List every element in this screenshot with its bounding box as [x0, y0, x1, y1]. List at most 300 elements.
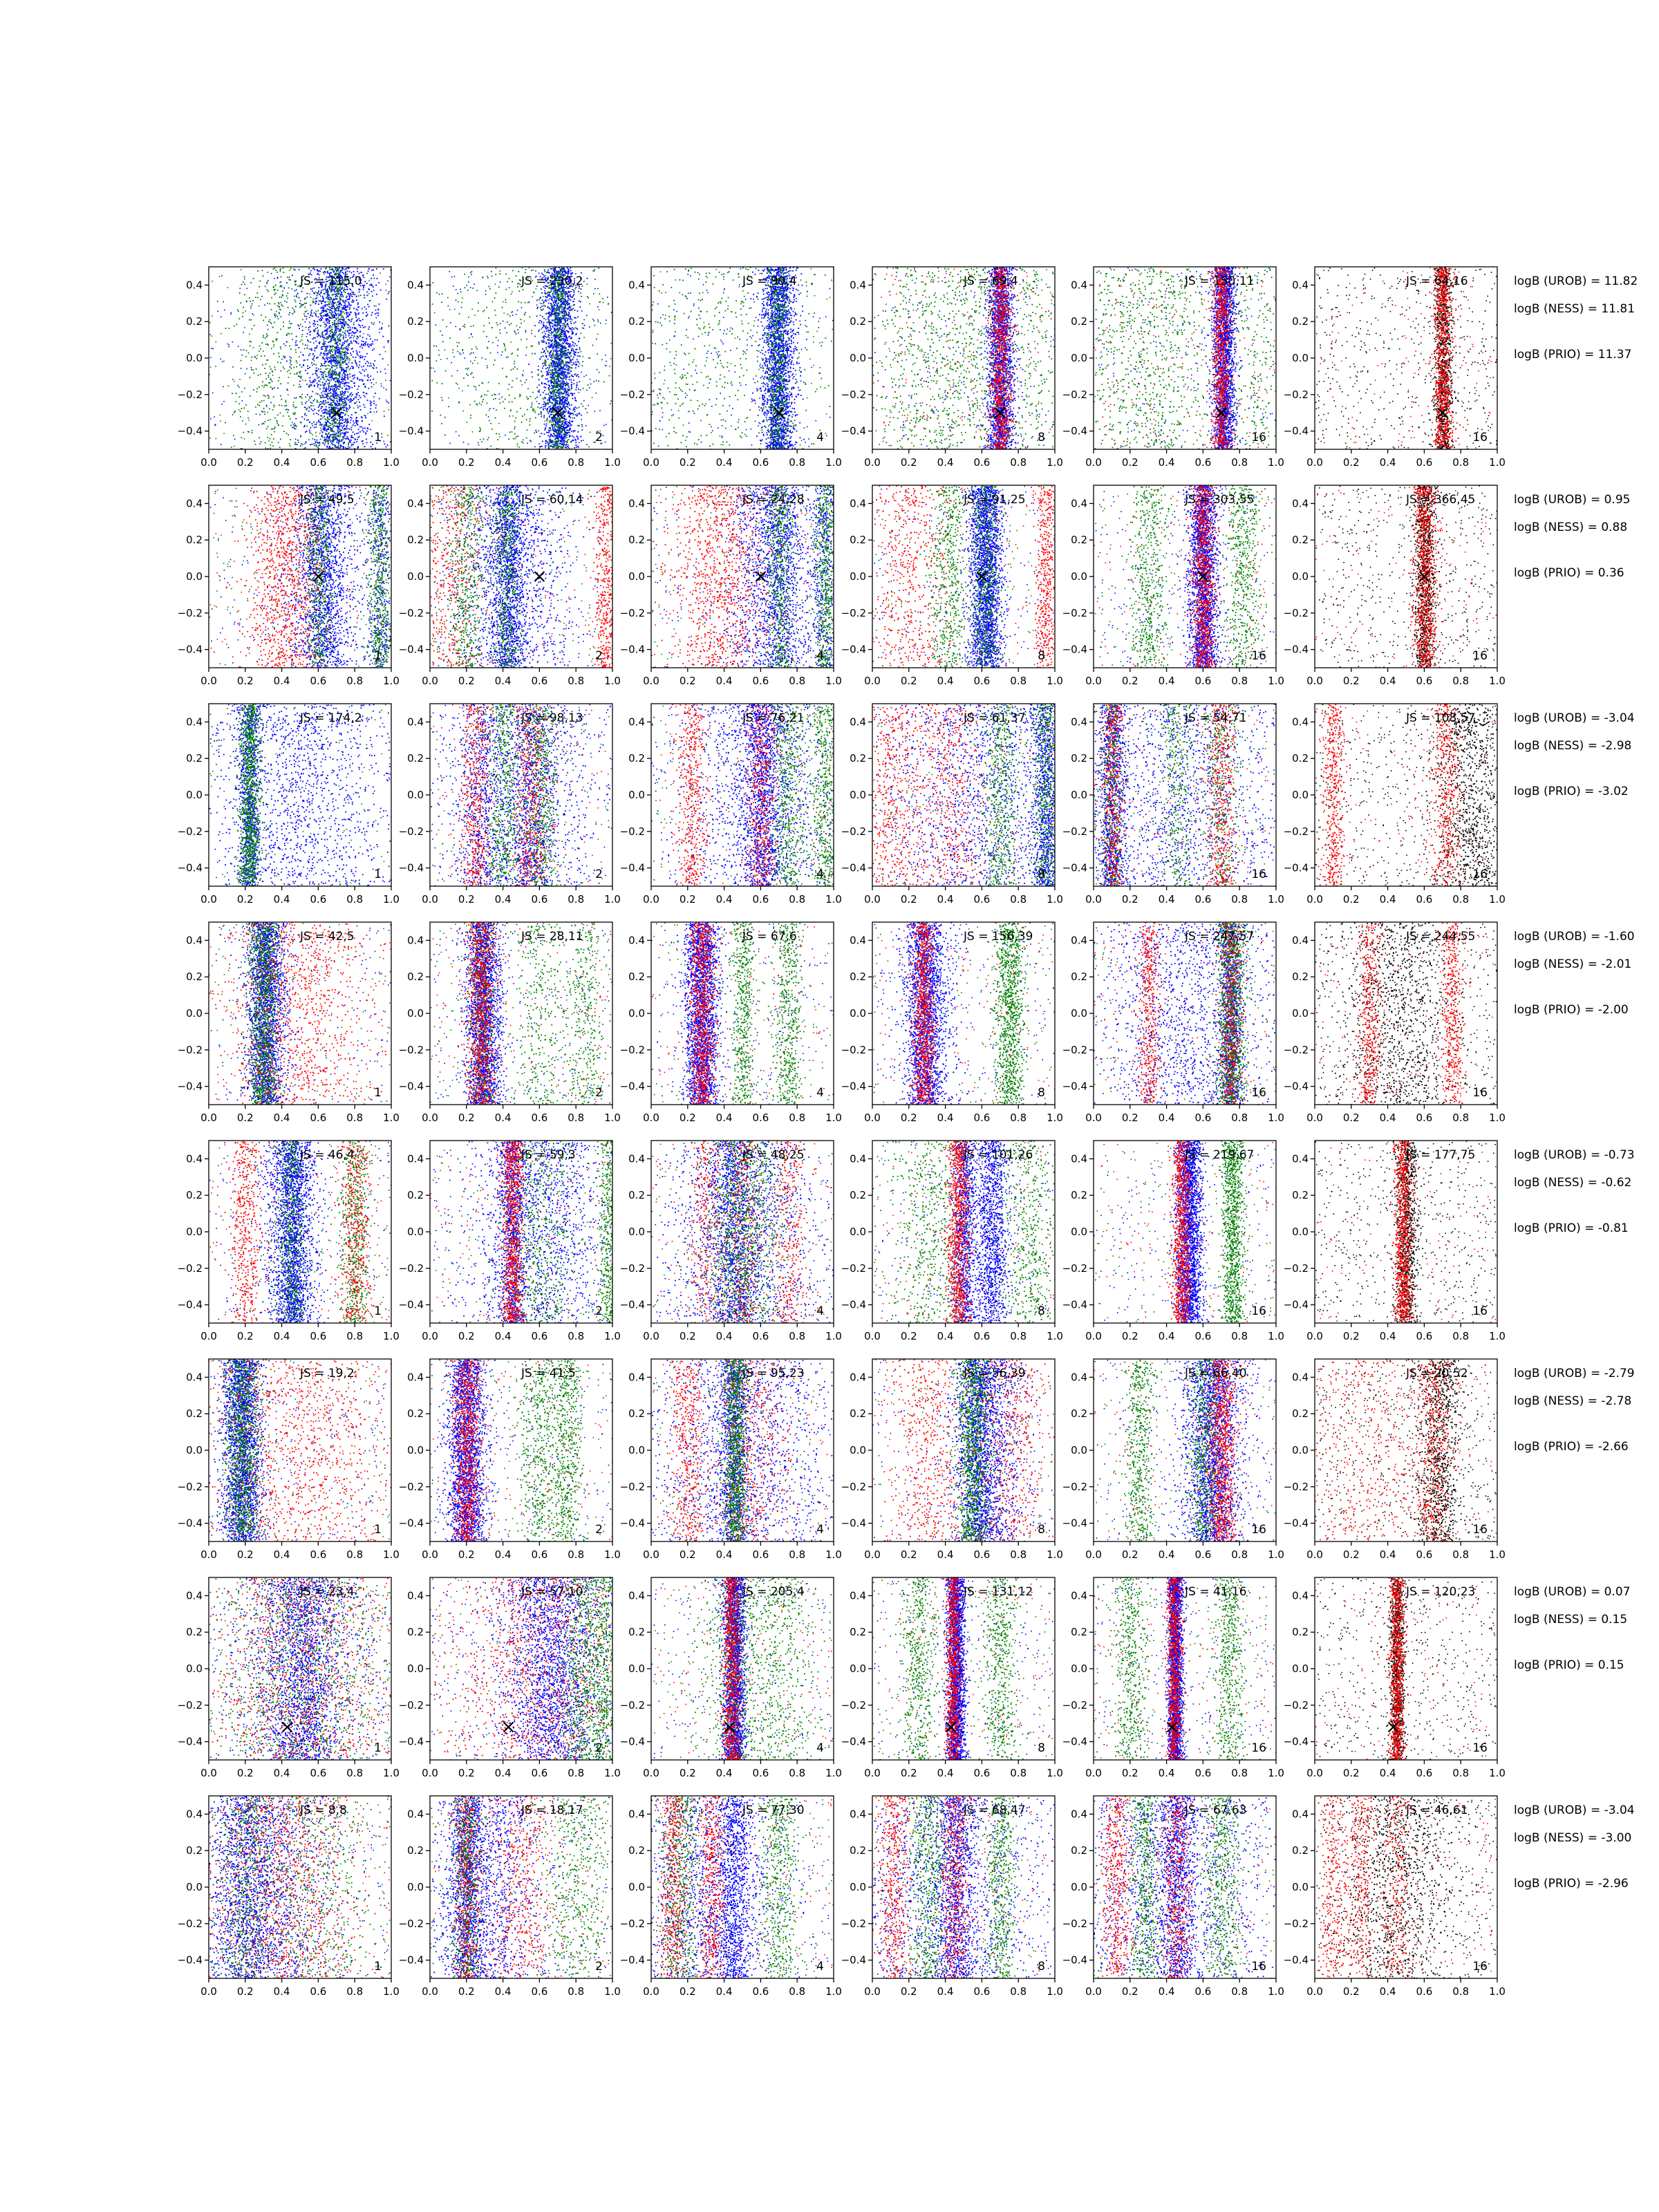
x-tick-label: 0.2	[1122, 1112, 1138, 1124]
x-tick-label: 0.2	[679, 1985, 696, 1998]
y-tick-label: 0.0	[1071, 1226, 1087, 1238]
x-tick-label: 1.0	[383, 1548, 400, 1561]
x-tick-label: 0.8	[1452, 893, 1469, 906]
y-tick-label: 0.4	[1071, 1371, 1087, 1383]
x-tick-label: 0.6	[752, 1112, 769, 1124]
x-tick-label: 0.8	[1452, 456, 1469, 469]
x-tick-label: 0.2	[1343, 675, 1360, 687]
count-label: 4	[816, 1741, 824, 1755]
y-tick-label: 0.2	[407, 971, 424, 983]
x-tick-label: 0.6	[1194, 1112, 1211, 1124]
x-tick-label: 0.2	[901, 1330, 917, 1342]
y-tick-label: −0.4	[620, 1080, 645, 1093]
y-tick-label: 0.0	[1292, 1662, 1309, 1675]
js-label: JS = 244,55	[1405, 930, 1475, 944]
x-tick-label: 0.6	[531, 893, 547, 906]
x-tick-label: 0.6	[310, 1985, 326, 1998]
y-tick-label: −0.2	[399, 1262, 424, 1275]
scatter-points	[209, 1141, 392, 1324]
black-points	[1315, 485, 1499, 668]
y-tick-label: 0.0	[186, 789, 203, 801]
logb-label: logB (PRIO) = -2.96	[1514, 1877, 1629, 1891]
x-tick-label: 0.0	[1085, 1767, 1102, 1779]
logb-label: logB (NESS) = 0.15	[1514, 1613, 1627, 1627]
y-tick-label: 0.0	[628, 1881, 645, 1893]
x-tick-label: 0.6	[973, 1112, 990, 1124]
count-label: 16	[1251, 1086, 1266, 1100]
green-points	[654, 1577, 848, 1761]
js-label: JS = 91,25	[963, 493, 1026, 507]
js-label: JS = 99,4	[742, 274, 797, 288]
logb-label: logB (UROB) = 0.95	[1514, 493, 1630, 507]
true-value-marker	[534, 572, 544, 581]
count-label: 8	[1038, 868, 1045, 881]
y-tick-label: 0.4	[850, 1589, 866, 1602]
y-tick-label: −0.2	[841, 607, 866, 619]
x-tick-label: 1.0	[604, 893, 621, 906]
green-points	[653, 922, 834, 1106]
y-tick-label: 0.2	[1292, 315, 1309, 328]
count-label: 16	[1251, 1960, 1266, 1974]
axes-frame	[209, 922, 391, 1105]
y-tick-label: −0.2	[178, 607, 203, 619]
x-tick-label: 0.4	[1380, 1112, 1396, 1124]
x-tick-label: 1.0	[604, 1548, 621, 1561]
x-tick-label: 0.0	[1085, 1330, 1102, 1342]
subplot-r4-c1	[178, 922, 411, 1124]
x-tick-label: 1.0	[1268, 1112, 1284, 1124]
scatter-points	[1053, 267, 1304, 451]
x-tick-label: 1.0	[604, 456, 621, 469]
logb-label: logB (PRIO) = 11.37	[1514, 348, 1631, 362]
x-tick-label: 0.2	[901, 456, 917, 469]
x-tick-label: 0.6	[1416, 1985, 1432, 1998]
y-tick-label: −0.2	[841, 1044, 866, 1056]
x-tick-label: 0.0	[1306, 1112, 1323, 1124]
x-tick-label: 0.4	[495, 456, 512, 469]
y-tick-label: 0.0	[628, 570, 645, 583]
js-label: JS = 56,39	[963, 1367, 1026, 1380]
blue-points	[625, 704, 910, 887]
x-tick-label: 0.6	[752, 1548, 769, 1561]
y-tick-label: −0.4	[1062, 1517, 1087, 1530]
logb-label: logB (UROB) = -1.60	[1514, 930, 1635, 944]
y-tick-label: 0.4	[407, 715, 424, 728]
x-tick-label: 1.0	[825, 1112, 842, 1124]
y-tick-label: 0.0	[628, 352, 645, 364]
x-tick-label: 0.6	[1416, 1548, 1432, 1561]
red-points	[1094, 1141, 1277, 1324]
y-tick-label: −0.4	[841, 1954, 866, 1967]
scatter-points	[194, 267, 407, 451]
x-tick-label: 0.2	[458, 1330, 475, 1342]
scatter-points	[1315, 1141, 1498, 1324]
x-tick-label: 0.6	[1194, 675, 1211, 687]
x-tick-label: 0.2	[1343, 1985, 1360, 1998]
x-tick-label: 0.8	[1452, 1767, 1469, 1779]
y-tick-label: 0.2	[628, 1626, 645, 1638]
x-tick-label: 1.0	[383, 1330, 400, 1342]
y-tick-label: −0.2	[841, 388, 866, 401]
subplot-r1-c2	[344, 267, 703, 469]
y-tick-label: 0.4	[1292, 1371, 1309, 1383]
y-tick-label: −0.4	[178, 425, 203, 438]
x-tick-label: 1.0	[604, 1767, 621, 1779]
x-tick-label: 0.8	[789, 1548, 805, 1561]
x-tick-label: 0.6	[310, 675, 326, 687]
scatter-points	[1315, 267, 1499, 451]
x-tick-label: 0.6	[1194, 1985, 1211, 1998]
red-points	[1315, 923, 1497, 1106]
red-points	[1315, 704, 1497, 887]
logb-label: logB (NESS) = -2.98	[1514, 739, 1631, 753]
x-tick-label: 0.8	[789, 1985, 805, 1998]
axes-frame	[651, 267, 834, 449]
x-tick-label: 0.8	[346, 1767, 363, 1779]
js-label: JS = 77,30	[742, 1803, 805, 1817]
count-label: 4	[816, 649, 824, 663]
y-tick-label: 0.4	[628, 279, 645, 291]
blue-points	[651, 922, 834, 1105]
x-tick-label: 0.2	[1122, 893, 1138, 906]
y-tick-label: −0.4	[178, 1299, 203, 1311]
subplot-r8-c3	[571, 1796, 842, 1998]
x-tick-label: 0.2	[901, 1767, 917, 1779]
x-tick-label: 0.0	[864, 893, 881, 906]
x-tick-label: 1.0	[1489, 1112, 1506, 1124]
x-tick-label: 0.8	[1452, 1548, 1469, 1561]
y-tick-label: 0.2	[850, 752, 866, 765]
y-tick-label: 0.4	[407, 1152, 424, 1165]
y-tick-label: 0.0	[186, 1226, 203, 1238]
blue-points	[1002, 704, 1387, 888]
js-label: JS = 57,10	[521, 1585, 583, 1599]
subplot-r1-c5	[1053, 267, 1304, 469]
js-label: JS = 42,5	[299, 930, 355, 944]
logb-label: logB (UROB) = -3.04	[1514, 1803, 1635, 1817]
scatter-points	[191, 922, 411, 1106]
y-tick-label: −0.4	[399, 1299, 424, 1311]
green-points	[433, 1141, 627, 1324]
count-label: 2	[595, 649, 603, 663]
y-tick-label: 0.4	[407, 934, 424, 946]
x-tick-label: 1.0	[1047, 1767, 1063, 1779]
x-tick-label: 0.0	[643, 893, 659, 906]
x-tick-label: 0.0	[864, 1985, 881, 1998]
red-points	[1094, 1359, 1275, 1542]
count-label: 4	[816, 431, 824, 444]
x-tick-label: 0.0	[422, 893, 438, 906]
x-tick-label: 0.8	[1231, 1548, 1248, 1561]
x-tick-label: 0.8	[568, 1985, 584, 1998]
scatter-points	[1094, 485, 1277, 669]
logb-label: logB (NESS) = 11.81	[1514, 302, 1635, 316]
x-tick-label: 1.0	[1047, 1112, 1063, 1124]
main-points	[697, 1796, 762, 1980]
y-tick-label: −0.2	[620, 1481, 645, 1493]
x-tick-label: 0.2	[679, 1330, 696, 1342]
y-tick-label: 0.0	[407, 1662, 424, 1675]
count-label: 1	[374, 1304, 382, 1318]
red-points	[430, 1141, 612, 1324]
x-tick-label: 0.4	[1380, 1548, 1396, 1561]
count-label: 1	[374, 868, 382, 881]
x-tick-label: 1.0	[383, 456, 400, 469]
x-tick-label: 0.0	[200, 1112, 217, 1124]
y-tick-label: −0.2	[399, 1918, 424, 1930]
logb-annotations	[1514, 274, 1638, 1891]
y-tick-label: 0.2	[1071, 1407, 1087, 1420]
x-tick-label: 0.6	[531, 675, 547, 687]
green-points	[1095, 485, 1277, 669]
count-label: 16	[1251, 431, 1266, 444]
y-tick-label: 0.2	[186, 1407, 203, 1420]
x-tick-label: 0.0	[864, 1548, 881, 1561]
x-tick-label: 0.2	[1122, 1767, 1138, 1779]
y-tick-label: 0.0	[628, 1662, 645, 1675]
x-tick-label: 0.0	[864, 675, 881, 687]
x-tick-label: 0.6	[1194, 456, 1211, 469]
y-tick-label: −0.4	[620, 425, 645, 438]
y-tick-label: 0.0	[628, 1444, 645, 1456]
y-tick-label: 0.0	[1292, 1881, 1309, 1893]
x-tick-label: 0.8	[568, 1330, 584, 1342]
y-tick-label: −0.2	[1062, 1044, 1087, 1056]
main-points	[1090, 704, 1135, 888]
x-tick-label: 0.8	[568, 456, 584, 469]
y-tick-label: 0.4	[1071, 715, 1087, 728]
x-tick-label: 0.0	[643, 675, 659, 687]
x-tick-label: 0.6	[752, 675, 769, 687]
y-tick-label: 0.4	[407, 279, 424, 291]
subplot-grid	[128, 267, 1525, 1998]
js-label: JS = 115,0	[299, 274, 362, 288]
y-tick-label: −0.2	[1284, 1044, 1309, 1056]
red-points	[1315, 485, 1498, 669]
x-tick-label: 0.6	[310, 893, 326, 906]
scatter-points	[1311, 1796, 1520, 1980]
green-points	[1094, 1577, 1277, 1761]
x-tick-label: 1.0	[383, 1767, 400, 1779]
subplot-r2-c4	[841, 485, 1063, 687]
green-points	[344, 267, 703, 451]
x-tick-label: 0.6	[973, 675, 990, 687]
y-tick-label: −0.4	[399, 862, 424, 874]
x-tick-label: 0.2	[1343, 1767, 1360, 1779]
x-tick-label: 0.4	[274, 1330, 290, 1342]
y-tick-label: −0.4	[620, 1736, 645, 1748]
red-points	[431, 922, 612, 1106]
x-tick-label: 0.4	[1380, 456, 1396, 469]
y-tick-label: 0.2	[407, 1626, 424, 1638]
x-tick-label: 0.2	[1122, 1548, 1138, 1561]
y-tick-label: 0.0	[407, 352, 424, 364]
y-tick-label: −0.2	[620, 1918, 645, 1930]
y-tick-label: 0.2	[1292, 1189, 1309, 1201]
y-tick-label: −0.2	[399, 1044, 424, 1056]
green-points	[1097, 1359, 1277, 1542]
count-label: 2	[595, 1960, 603, 1974]
x-tick-label: 0.4	[1159, 1985, 1175, 1998]
x-tick-label: 0.4	[495, 1330, 512, 1342]
js-label: JS = 303,55	[1184, 493, 1254, 507]
axes-frame	[209, 1796, 391, 1978]
y-tick-label: −0.2	[178, 1918, 203, 1930]
scatter-points	[868, 1359, 1059, 1543]
x-tick-label: 1.0	[1047, 675, 1063, 687]
y-tick-label: −0.4	[1284, 1954, 1309, 1967]
blue-points	[211, 923, 392, 1106]
x-tick-label: 0.8	[346, 675, 363, 687]
x-tick-label: 0.8	[568, 675, 584, 687]
x-tick-label: 0.0	[1306, 1985, 1323, 1998]
x-tick-label: 0.0	[1085, 1548, 1102, 1561]
y-tick-label: 0.0	[1071, 1662, 1087, 1675]
y-tick-label: 0.2	[186, 534, 203, 546]
js-label: JS = 41,16	[1184, 1585, 1247, 1599]
y-tick-label: −0.4	[1284, 1080, 1309, 1093]
logb-label: logB (UROB) = -0.73	[1514, 1148, 1635, 1162]
subplot-r3-c3	[620, 704, 910, 906]
js-label: JS = 66,40	[1184, 1367, 1247, 1380]
y-tick-label: −0.4	[841, 1736, 866, 1748]
scatter-points	[393, 1577, 705, 1761]
x-tick-label: 0.0	[422, 456, 438, 469]
y-tick-label: −0.4	[620, 1517, 645, 1530]
x-tick-label: 1.0	[1047, 1548, 1063, 1561]
x-tick-label: 0.8	[789, 1767, 805, 1779]
y-tick-label: 0.2	[1071, 971, 1087, 983]
x-tick-label: 0.8	[346, 456, 363, 469]
red-points	[207, 486, 392, 669]
main-points	[700, 1141, 767, 1324]
subplot-r8-c2	[390, 1796, 633, 1998]
count-label: 2	[595, 1304, 603, 1318]
y-tick-label: 0.0	[186, 1662, 203, 1675]
red-points	[431, 704, 612, 888]
black-points	[1315, 704, 1525, 887]
black-points	[1315, 1359, 1497, 1542]
y-tick-label: −0.4	[399, 1517, 424, 1530]
logb-label: logB (UROB) = -2.79	[1514, 1367, 1635, 1380]
x-tick-label: 0.6	[1416, 456, 1432, 469]
subplot-r8-c1	[150, 1796, 404, 1998]
y-tick-label: 0.0	[628, 1007, 645, 1020]
x-tick-label: 0.8	[789, 1112, 805, 1124]
y-tick-label: 0.2	[1292, 534, 1309, 546]
scatter-points	[650, 485, 847, 669]
y-tick-label: −0.4	[1284, 1736, 1309, 1748]
y-tick-label: 0.0	[850, 1226, 866, 1238]
x-tick-label: 0.4	[937, 1330, 954, 1342]
x-tick-label: 0.2	[901, 893, 917, 906]
js-label: JS = 174,2	[299, 711, 362, 725]
x-tick-label: 1.0	[383, 675, 400, 687]
x-tick-label: 0.8	[1452, 1112, 1469, 1124]
count-label: 4	[816, 868, 824, 881]
red-points	[1315, 267, 1499, 450]
count-label: 16	[1472, 1960, 1488, 1974]
green-points	[212, 923, 390, 1106]
y-tick-label: −0.4	[399, 1954, 424, 1967]
subplot-r2-c6	[1284, 485, 1506, 687]
x-tick-label: 0.4	[716, 1112, 733, 1124]
x-tick-label: 0.4	[716, 1767, 733, 1779]
x-tick-label: 0.0	[200, 1767, 217, 1779]
y-tick-label: 0.4	[1071, 1152, 1087, 1165]
x-tick-label: 0.6	[1194, 893, 1211, 906]
y-tick-label: 0.2	[628, 971, 645, 983]
js-label: JS = 205,4	[742, 1585, 805, 1599]
x-tick-label: 0.4	[1159, 1330, 1175, 1342]
subplot-r7-c1	[128, 1577, 441, 1779]
x-tick-label: 0.4	[495, 1548, 512, 1561]
y-tick-label: 0.4	[186, 934, 203, 946]
y-tick-label: −0.4	[620, 1954, 645, 1967]
x-tick-label: 1.0	[1268, 1985, 1284, 1998]
x-tick-label: 1.0	[1268, 675, 1284, 687]
y-tick-label: −0.2	[841, 1699, 866, 1712]
y-tick-label: 0.2	[628, 1189, 645, 1201]
green-points	[651, 704, 849, 888]
blue-points	[1094, 267, 1277, 451]
y-tick-label: 0.4	[1071, 934, 1087, 946]
scatter-points	[430, 1359, 613, 1543]
logb-label: logB (UROB) = -3.04	[1514, 711, 1635, 725]
x-tick-label: 0.0	[200, 1985, 217, 1998]
blue-points	[209, 267, 407, 451]
y-tick-label: 0.4	[1071, 1808, 1087, 1820]
y-tick-label: −0.4	[1284, 644, 1309, 656]
y-tick-label: 0.0	[1292, 1007, 1309, 1020]
subplot-r1-c3	[543, 267, 944, 469]
count-label: 16	[1472, 1086, 1488, 1100]
x-tick-label: 0.2	[458, 893, 475, 906]
y-tick-label: 0.0	[1292, 352, 1309, 364]
x-tick-label: 0.4	[274, 893, 290, 906]
count-label: 2	[595, 1741, 603, 1755]
y-tick-label: −0.2	[399, 825, 424, 838]
js-label: JS = 120,23	[1405, 1585, 1475, 1599]
count-label: 8	[1038, 1086, 1045, 1100]
x-tick-label: 0.8	[346, 1548, 363, 1561]
x-tick-label: 1.0	[1489, 1330, 1506, 1342]
scatter-points	[1094, 1141, 1277, 1324]
logb-label: logB (PRIO) = -2.00	[1514, 1003, 1629, 1017]
green-points	[209, 704, 392, 887]
count-label: 4	[816, 1523, 824, 1537]
js-label: JS = 28,11	[521, 930, 583, 944]
scatter-points	[1315, 704, 1525, 887]
x-tick-label: 0.2	[1343, 1330, 1360, 1342]
x-tick-label: 1.0	[383, 1112, 400, 1124]
scatter-points	[1009, 1796, 1383, 1980]
y-tick-label: −0.2	[399, 388, 424, 401]
subplot-r5-c6	[1284, 1141, 1506, 1342]
y-tick-label: −0.4	[1062, 1954, 1087, 1967]
x-tick-label: 0.2	[679, 1767, 696, 1779]
x-tick-label: 0.4	[1159, 1767, 1175, 1779]
count-label: 8	[1038, 1960, 1045, 1974]
blue-points	[1094, 1577, 1276, 1761]
count-label: 16	[1251, 649, 1266, 663]
y-tick-label: −0.2	[399, 607, 424, 619]
x-tick-label: 0.6	[1194, 1548, 1211, 1561]
x-tick-label: 1.0	[383, 1985, 400, 1998]
count-label: 16	[1472, 1304, 1488, 1318]
y-tick-label: 0.4	[407, 1589, 424, 1602]
y-tick-label: −0.4	[178, 862, 203, 874]
